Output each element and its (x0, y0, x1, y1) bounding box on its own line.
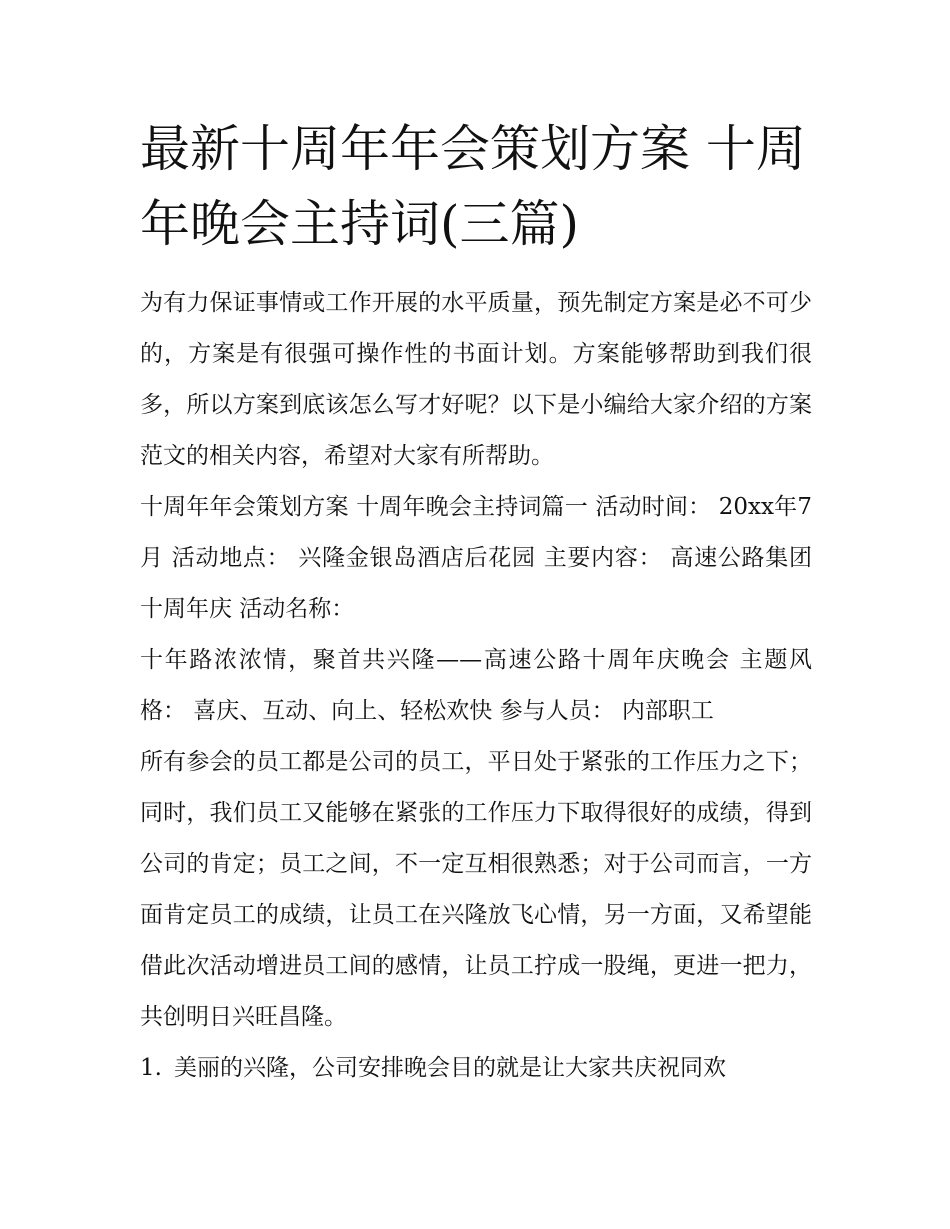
background-paragraph: 所有参会的员工都是公司的员工，平日处于紧张的工作压力之下；同时，我们员工又能够在紧张的工作压力下取得很好的成绩，得到公司的肯定；员工之间，不一定互相很熟悉；对于公司而言，一方面肯定员工的成绩，让员工在兴隆放飞心情，另一方面，又希望能借此次活动增进员工间的感情，让员工拧成一股绳，更进一把力，共创明日兴旺昌隆。 (140, 749, 812, 1030)
list-item-text: 美丽的兴隆，公司安排晚会目的就是让大家共庆祝同欢 (174, 1055, 726, 1081)
intro-paragraph: 为有力保证事情或工作开展的水平质量，预先制定方案是必不可少的，方案是有很强可操作性的书面计划。方案能够帮助到我们很多，所以方案到底该怎么写才好呢？以下是小编给大家介绍的方案范文的相关内容，希望对大家有所帮助。 (140, 290, 812, 469)
document-title: 最新十周年年会策划方案 十周年晚会主持词(三篇) (140, 120, 806, 253)
event-info-paragraph: 十周年年会策划方案 十周年晚会主持词篇一 活动时间： 20xx年7月 活动地点： 兴隆金银岛酒店后花园 主要内容： 高速公路集团十周年庆 活动名称： (140, 494, 812, 622)
list-item-number: 1. (140, 1055, 162, 1081)
document-page (140, 112, 812, 1094)
list-item (140, 1043, 812, 1094)
theme-paragraph: 十年路浓浓情，聚首共兴隆——高速公路十周年庆晚会 主题风格： 喜庆、互动、向上、轻松欢快 参与人员： 内部职工 (140, 647, 812, 724)
